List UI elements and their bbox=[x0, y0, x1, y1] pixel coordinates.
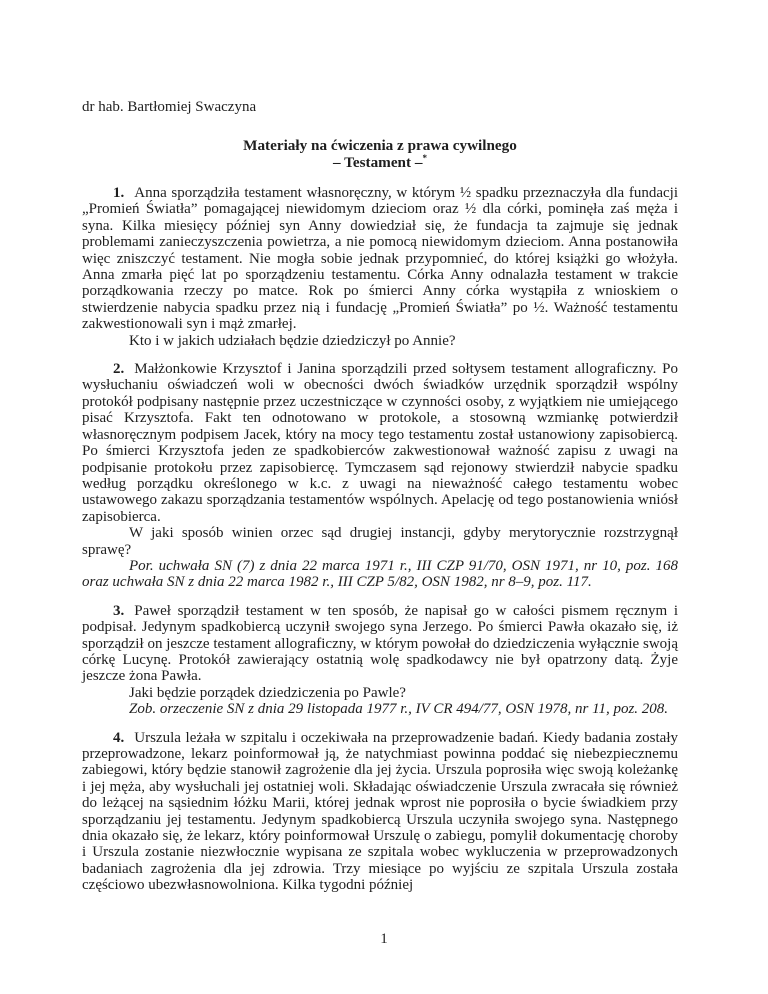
title-block bbox=[82, 137, 678, 171]
problem-2-citation: Por. uchwała SN (7) z dnia 22 marca 1971 r., III CZP 91/70, OSN 1971, nr 10, poz. 168 oraz uchwała SN z dnia 22 marca 1982 r., III CZP 5/82, OSN 1982, nr 8–9, poz. 117. bbox=[82, 557, 678, 591]
problem-3-citation: Zob. orzeczenie SN z dnia 29 listopada 1977 r., IV CR 494/77, OSN 1978, nr 11, poz. 208. bbox=[129, 701, 669, 718]
problem-4-text: Urszula leżała w szpitalu i oczekiwała na przeprowadzenie badań. Kiedy badania zostały przeprowadzone, lekarz poinformował ją, że natychmiast powinna poddać się niebezpiecznemu zabiegowi, który będzie stanowił zagrożenie dla jej życia. Urszula poprosiła więc swoją koleżankę i jej męża, aby wysłuchali jej ostatniej woli. Składając oświadczenie Urszula zwracała się również do leżącej na sąsiednim łóżku Marii, której jednak wprost nie poprosiła o bycie świadkiem przy sporządzaniu jej testamentu. Jedynym spadkobiercą Urszula uczyniła swojego syna. Następnego dnia okazało się, że lekarz, który poinformował Urszulę o zabiegu, pomylił dokumentację choroby i Urszula zostanie niezwłocznie wypisana ze szpitala wobec wykluczenia w przeprowadzonych badaniach zagrożenia dla jej zdrowia. Trzy miesiące po wyjściu ze szpitala Urszula została częściowo ubezwłasnowolniona. Kilka tygodni później bbox=[82, 729, 678, 894]
problem-1-number: 1. bbox=[113, 185, 125, 201]
page-number: 1 bbox=[380, 931, 388, 947]
problem-2-body bbox=[82, 361, 678, 525]
problem-4-number: 4. bbox=[113, 729, 125, 746]
problem-2-question: W jaki sposób winien orzec sąd drugiej instancji, gdyby merytorycznie rozstrzygnął sprawę? bbox=[82, 525, 678, 558]
problem-3-question: Jaki będzie porządek dziedziczenia po Pawle? bbox=[129, 684, 406, 701]
document-title: Materiały na ćwiczenia z prawa cywilnego bbox=[243, 137, 517, 154]
problem-3 bbox=[82, 603, 678, 718]
problem-2-number: 2. bbox=[113, 361, 125, 378]
document-subtitle bbox=[82, 154, 678, 171]
subtitle-text: – Testament – bbox=[333, 154, 423, 171]
problem-1 bbox=[82, 185, 678, 349]
problem-3-number: 3. bbox=[113, 602, 125, 619]
problem-4 bbox=[82, 730, 678, 894]
problem-4-body bbox=[82, 730, 678, 894]
author-line: dr hab. Bartłomiej Swaczyna bbox=[82, 99, 257, 115]
problem-2-text: Małżonkowie Krzysztof i Janina sporządzili przed sołtysem testament allograficzny. Po wysłuchaniu oświadczeń woli w obecności dwóch świadków urzędnik sporządził wspólny protokół podpisany następnie przez uczestniczące w czynności osoby, z wyjątkiem nie umiejącego pisać Krzysztofa. Fakt ten odnotowano w protokole, a stosowną wzmiankę potwierdził własnoręcznym podpisem Jacek, który na mocy tego testamentu został ustanowiony zapisobiercą. Po śmierci Krzysztofa jeden ze spadkobierców zakwestionował ważność zapisu z uwagi na podpisanie protokołu przez zapisobiercę. Tymczasem sąd rejonowy stwierdził nabycie spadku według porządku określonego w k.c. z uwagi na nieważność całego testamentu wobec ustawowego zakazu sporządzania testamentów wspólnych. Apelację od tego postanowienia wniósł zapisobierca. bbox=[82, 361, 678, 525]
footnote-marker: * bbox=[422, 152, 427, 163]
problem-3-body bbox=[82, 603, 678, 685]
problem-2 bbox=[82, 361, 678, 591]
problem-1-text: Anna sporządziła testament własnoręczny, w którym ½ spadku przeznaczyła dla fundacji „Promień Światła” pomagającej niewidomym dzieciom oraz ½ dla córki, pominęła zaś męża i syna. Kilka miesięcy później syn Anny dowiedział się, że fundacja ta zajmuje się jednak problemami zanieczyszczenia powietrza, a nie pomocą niewidomym dzieciom. Anna postanowiła więc zniszczyć testament. Nie mogła sobie jednak przypomnieć, do której książki go włożyła. Anna zmarła pięć lat po sporządzeniu testamentu. Córka Anny odnalazła testament w trakcie porządkowania rzeczy po matce. Rok po śmierci Anny córka wystąpiła z wnioskiem o stwierdzenie nabycia spadku przez nią i fundację „Promień Światła” po ½. Ważność testamentu zakwestionowali syn i mąż zmarłej. bbox=[82, 185, 678, 333]
problem-1-body bbox=[82, 185, 678, 333]
problems-list bbox=[82, 185, 678, 894]
document-content bbox=[82, 99, 678, 894]
problem-1-question: Kto i w jakich udziałach będzie dziedziczył po Annie? bbox=[129, 332, 456, 349]
problem-3-text: Paweł sporządził testament w ten sposób, że napisał go w całości pismem ręcznym i podpisał. Jedynym spadkobiercą uczynił swojego syna Jerzego. Po śmierci Pawła okazało się, iż sporządził on jeszcze testament allograficzny, w którym powołał do dziedziczenia wyłącznie swoją córkę Lucynę. Protokół zawierający ostatnią wolę spadkodawcy nie był opatrzony datą. Żyje jeszcze żona Pawła. bbox=[82, 602, 678, 685]
